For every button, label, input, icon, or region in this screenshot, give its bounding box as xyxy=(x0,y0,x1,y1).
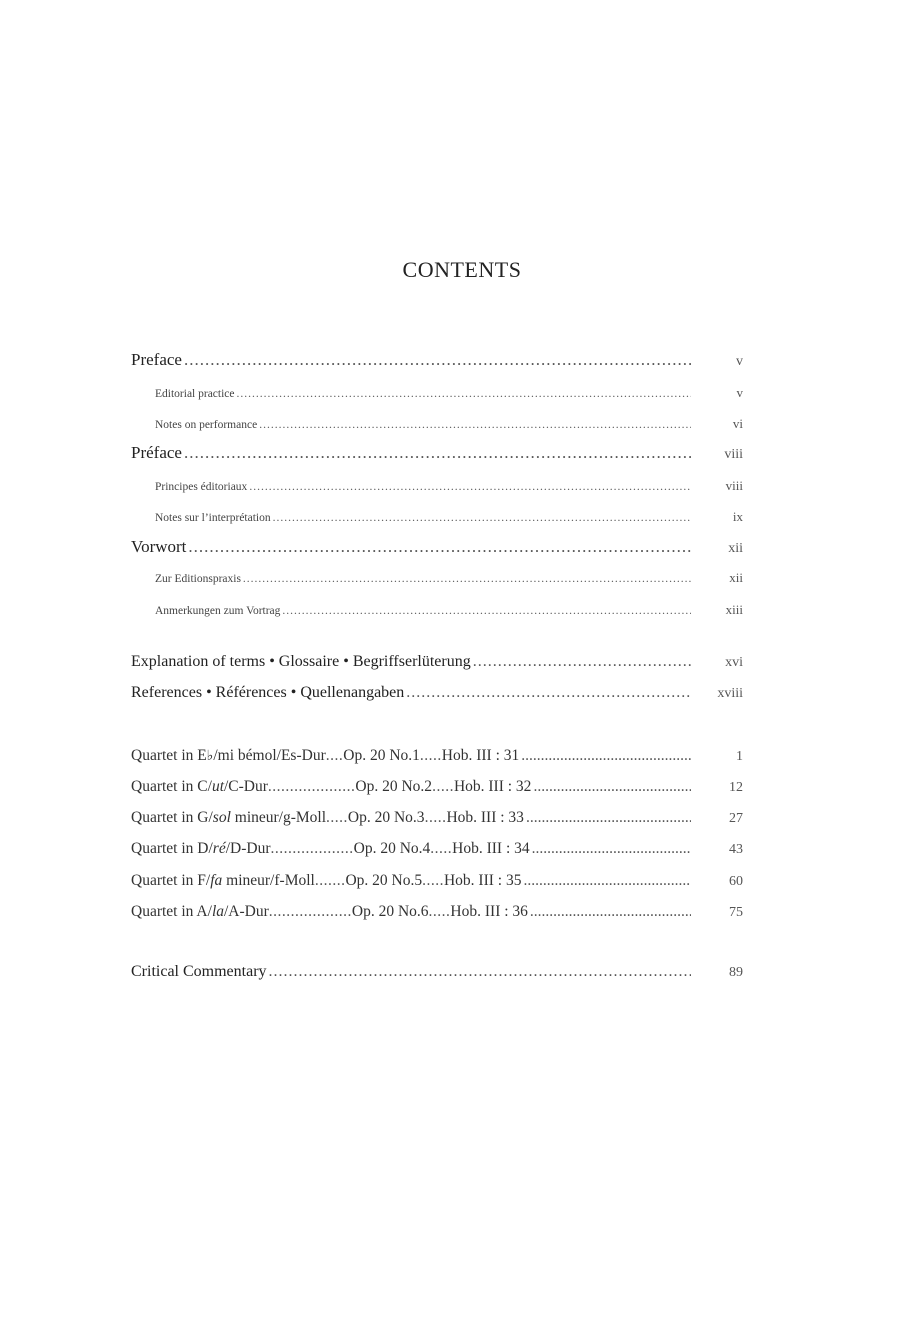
toc-entry-label: References • Références • Quellenangaben xyxy=(131,684,405,701)
toc-page-number: ix xyxy=(732,509,743,524)
toc-entry-quartet-3[interactable] xyxy=(131,809,743,827)
dot-leader xyxy=(249,481,691,493)
dot-leader: ..... xyxy=(422,872,444,889)
toc-entry-preface-fr[interactable] xyxy=(131,443,743,463)
toc-entry-anmerkungen-zum-vortrag[interactable] xyxy=(155,602,743,618)
toc-entry-label: Vorwort xyxy=(131,537,187,556)
toc-entry-notes-on-performance[interactable] xyxy=(155,416,743,432)
opus-number: Op. 20 No.5 xyxy=(345,872,423,889)
dot-leader xyxy=(473,653,691,671)
toc-entry-label: Preface xyxy=(131,350,182,369)
dot-leader xyxy=(273,512,691,524)
opus-number: Op. 20 No.3 xyxy=(347,809,425,826)
quartet-key xyxy=(131,903,269,921)
opus-number: Op. 20 No.1 xyxy=(343,747,420,764)
toc-page-number: v xyxy=(736,385,743,400)
dot-leader xyxy=(259,419,691,431)
dot-leader: .... xyxy=(325,747,344,764)
toc-entry-references[interactable] xyxy=(131,684,743,702)
dot-leader: ....... xyxy=(314,872,346,889)
dot-leader xyxy=(521,747,691,765)
dot-leader xyxy=(243,573,691,585)
toc-page-number: 1 xyxy=(736,749,743,764)
toc-entry-preface[interactable] xyxy=(131,350,743,370)
toc-entry-quartet-2[interactable] xyxy=(131,778,743,796)
quartet-key xyxy=(131,872,315,890)
dot-leader: ..... xyxy=(326,809,348,826)
toc-entry-zur-editionspraxis[interactable] xyxy=(155,570,743,586)
quartet-key-solfege: la xyxy=(211,903,224,920)
toc-entry-label: Notes on performance xyxy=(155,419,258,431)
toc-page-number: xviii xyxy=(717,686,743,701)
dot-leader: ................... xyxy=(270,840,354,857)
dot-leader xyxy=(282,605,691,617)
toc-page-number: 27 xyxy=(729,811,743,826)
quartet-key-names: /C-Dur xyxy=(224,778,268,795)
toc-page-number: 75 xyxy=(729,905,743,920)
toc-page-number: xvi xyxy=(725,655,743,670)
dot-leader xyxy=(532,840,691,858)
opus-number: Op. 20 No.2 xyxy=(355,778,433,795)
toc-entry-label: Zur Editionspraxis xyxy=(155,573,241,585)
quartet-key xyxy=(131,840,271,858)
toc-entry-quartet-6[interactable] xyxy=(131,903,743,921)
quartet-key-names: /A-Dur xyxy=(224,903,269,920)
quartet-key-prefix: Quartet in A/ xyxy=(131,903,212,920)
dot-leader xyxy=(184,443,691,463)
opus-number: Op. 20 No.6 xyxy=(351,903,429,920)
toc-entry-quartet-1[interactable] xyxy=(131,747,743,765)
dot-leader: ..... xyxy=(430,840,453,857)
dot-leader: ..... xyxy=(424,809,447,826)
toc-entry-quartet-5[interactable] xyxy=(131,872,743,890)
toc-page-number: xii xyxy=(728,541,743,556)
toc-entry-label: Principes éditoriaux xyxy=(155,481,248,493)
toc-page-number: 89 xyxy=(729,965,743,980)
toc-entry-label: Préface xyxy=(131,443,182,462)
toc-entry-label: Explanation of terms • Glossaire • Begriffserlüterung xyxy=(131,653,471,670)
toc-page-number: 60 xyxy=(729,874,743,889)
toc-entry-editorial-practice[interactable] xyxy=(155,385,743,401)
hoboken-number: Hob. III : 33 xyxy=(446,809,524,826)
toc-entry-explanation-of-terms[interactable] xyxy=(131,653,743,671)
toc-page-number: vi xyxy=(732,416,743,431)
dot-leader xyxy=(188,537,691,557)
toc-page-number: viii xyxy=(724,447,743,462)
toc-entry-label: Critical Commentary xyxy=(131,963,267,980)
quartet-key-prefix: Quartet in G/ xyxy=(131,809,213,826)
hoboken-number: Hob. III : 36 xyxy=(450,903,528,920)
toc-entry-label: Notes sur l’interprétation xyxy=(155,512,271,524)
quartet-key-names: /D-Dur xyxy=(225,840,271,857)
quartet-key-prefix: Quartet in F/ xyxy=(131,872,211,889)
page-title: CONTENTS xyxy=(402,257,522,282)
dot-leader xyxy=(184,350,691,370)
dot-leader: ..... xyxy=(432,778,454,795)
toc-page-number: xii xyxy=(729,570,743,585)
dot-leader xyxy=(237,388,691,400)
dot-leader: ..... xyxy=(419,747,442,764)
toc-page-number: 43 xyxy=(729,842,743,857)
quartet-key-solfege: ut xyxy=(211,778,224,795)
quartet-key xyxy=(131,809,326,827)
quartet-key-names: /mi bémol/Es-Dur xyxy=(213,747,326,764)
quartet-key-names: mineur/g-Moll xyxy=(230,809,327,826)
dot-leader: ..... xyxy=(428,903,451,920)
dot-leader xyxy=(526,809,691,827)
toc-entry-vorwort[interactable] xyxy=(131,537,743,557)
dot-leader xyxy=(530,903,691,921)
quartet-key-names: mineur/f-Moll xyxy=(222,872,315,889)
quartet-key-solfege: fa xyxy=(210,872,223,889)
quartet-key-prefix: Quartet in D/ xyxy=(131,840,213,857)
quartet-key-solfege: sol xyxy=(212,809,231,826)
quartet-key-solfege: ré xyxy=(212,840,226,857)
dot-leader xyxy=(269,963,691,981)
opus-number: Op. 20 No.4 xyxy=(353,840,431,857)
quartet-key xyxy=(131,747,326,765)
hoboken-number: Hob. III : 34 xyxy=(452,840,530,857)
dot-leader xyxy=(523,872,691,890)
quartet-key-prefix: Quartet in C/ xyxy=(131,778,212,795)
dot-leader xyxy=(406,684,691,702)
toc-page-number: xiii xyxy=(725,602,743,617)
quartet-key xyxy=(131,778,268,796)
dot-leader: ................... xyxy=(268,903,352,920)
flat-sign-icon: ♭ xyxy=(206,749,214,764)
toc-entry-label: Editorial practice xyxy=(155,388,235,400)
quartet-key-prefix: Quartet in E xyxy=(131,747,207,764)
toc-page-number: viii xyxy=(725,478,743,493)
toc-entry-critical-commentary[interactable] xyxy=(131,963,743,981)
toc-entry-notes-interpretation[interactable] xyxy=(155,509,743,525)
dot-leader xyxy=(533,778,691,796)
hoboken-number: Hob. III : 32 xyxy=(453,778,532,795)
toc-entry-quartet-4[interactable] xyxy=(131,840,743,858)
hoboken-number: Hob. III : 35 xyxy=(443,872,522,889)
toc-page-number: v xyxy=(736,354,743,369)
toc-entry-label: Anmerkungen zum Vortrag xyxy=(155,605,281,617)
dot-leader: .................... xyxy=(267,778,356,795)
toc-page-number: 12 xyxy=(729,780,743,795)
toc-entry-principes-editoriaux[interactable] xyxy=(155,478,743,494)
hoboken-number: Hob. III : 31 xyxy=(441,747,520,764)
